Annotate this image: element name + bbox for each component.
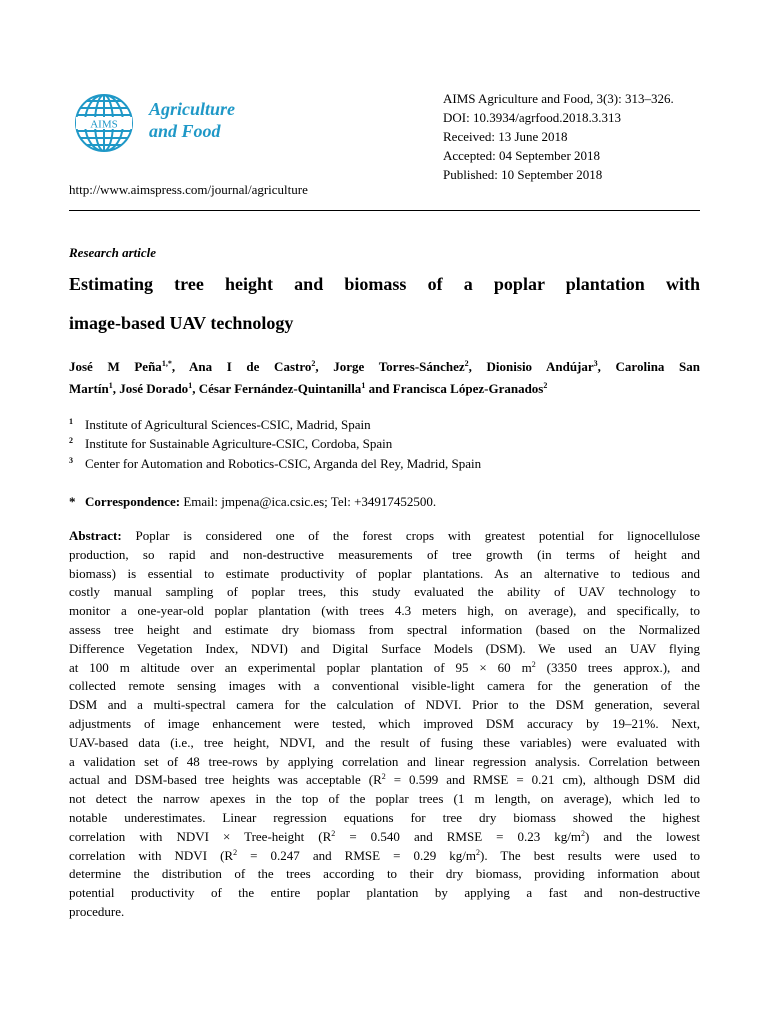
affiliation-marker: 1,* [161,359,172,368]
abstract-line: collected remote sensing images with a conventional visible-light camera for the generation of the [69,678,700,694]
affiliation-marker: 1 [108,381,113,390]
abstract-line: Difference Vegetation Index, NDVI) and Digital Surface Models (DSM). We used an UAV flying [69,640,700,656]
published-date: Published: 10 September 2018 [443,167,603,182]
author-list: José M Peña$^{1,*}$, Ana I de Castro$^2$, Jorge Torres-Sánchez$^2$, Dionisio Andújar$^3$, Carolina San [69,359,701,374]
abstract-line: UAV-based data (i.e., tree height, NDVI, and the result of fusing these variables) were evaluated with [69,734,700,750]
affiliation: 2 Institute for Sustainable Agriculture-CSIC, Cordoba, Spain [69,436,393,451]
correspondence-contact[interactable]: Email: jmpena@ica.csic.es; Tel: +34917452500. [183,494,437,509]
header-divider [69,210,700,211]
abstract-line: procedure. [69,903,125,919]
author-list-line2: Martín$^1$, José Dorado$^1$, César Fernández-Quintanilla$^1$ and Francisca López-Granados$^2$ [69,381,548,396]
abstract-line: biomass) is essential to estimate productivity of poplar plantations. As an alternative to tedious and [69,565,700,581]
accepted-date: Accepted: 04 September 2018 [443,148,601,163]
journal-name: Agriculture [149,99,236,119]
author-name: César Fernández-Quintanilla [198,381,362,396]
abstract-line: assess tree height and estimate dry biomass from spectral information (based on the Normalized [69,621,700,637]
author-name: José Dorado [119,381,189,396]
author-name: Carolina San [615,359,701,374]
journal-citation: AIMS Agriculture and Food, 3(3): 313–326. [443,91,674,106]
article-type: Research article [69,245,157,260]
abstract-label: Abstract: [69,528,122,543]
author-name: Martín [69,381,109,396]
affiliation-marker: 1 [188,381,193,390]
received-date: Received: 13 June 2018 [443,129,568,144]
abstract [69,527,700,922]
journal-url-link[interactable]: http://www.aimspress.com/journal/agriculture [69,182,308,197]
aims-logo-icon [74,93,134,153]
doi[interactable]: DOI: 10.3934/agrfood.2018.3.313 [443,110,622,125]
article-title: Estimating tree height and biomass of a poplar plantation with [69,274,700,294]
abstract-line: actual and DSM-based tree heights was acceptable ($R^2 = 0.599$ and RMSE = 0.21 cm), although DSM did [69,772,700,788]
affiliation-marker: 3 [593,359,598,368]
abstract-line: a validation set of 48 tree-rows by applying correlation and linear regression analysis. Correlation between [69,753,700,769]
affiliation: 3 Center for Automation and Robotics-CSIC, Arganda del Rey, Madrid, Spain [69,456,482,471]
affiliation-marker: 2 [543,381,548,390]
article-title-line2: image-based UAV technology [69,313,294,333]
abstract-line: correlation with NDVI × Tree-height ($R^2 = 0.540$ and RMSE = 0.23 $kg/m^2$) and the lowest [69,828,701,844]
correspondence-marker: * [69,494,76,509]
abstract-line: adjustments of image enhancement were tested, which improved DSM accuracy by 19–21%. Next, [69,715,700,731]
correspondence-label: Correspondence: [85,494,181,509]
affiliation: 1 Institute of Agricultural Sciences-CSIC, Madrid, Spain [69,417,371,432]
abstract-line: production, so rapid and non-destructive measurements of tree growth (in terms of height and [69,546,700,562]
affiliation-marker: 2 [464,359,469,368]
abstract-line: costly manual sampling of poplar trees, this study evaluated the ability of UAV technology to [69,584,700,600]
abstract-line: at 100 m altitude over an experimental poplar plantation of 95 × 60 $m^2$ (3350 trees approx.), and [69,659,700,675]
affiliation-marker: 1 [361,381,366,390]
abstract-line: monitor a one-year-old poplar plantation (with trees 4.3 meters high, on average), and specifically, to [69,603,700,619]
svg-text:AIMS: AIMS [90,118,118,131]
author-name: Dionisio Andújar [486,359,594,374]
author-name: Jorge Torres-Sánchez [333,359,465,374]
abstract-line: not detect the narrow apexes in the top of the poplar trees (1 m length, on average), which led to [69,791,700,807]
abstract-line: determine the distribution of the trees according to their dry biomass, providing information about [69,866,700,882]
abstract-line: potential productivity of the entire poplar plantation by applying a fast and non-destructive [69,885,700,901]
abstract-line: notable underestimates. Linear regression equations for tree dry biomass showed the highest [69,809,700,825]
author-name: José M Peña [69,359,162,374]
abstract-line: correlation with NDVI ($R^2 = 0.247$ and RMSE = 0.29 $kg/m^2$). The best results were used to [69,847,700,863]
journal-name-line2: and Food [149,121,221,141]
abstract-line: Abstract: Poplar is considered one of the forest crops with greatest potential for lignocellulose [69,528,700,543]
author-name: Ana I de Castro [188,359,312,374]
author-name: Francisca López-Granados [392,381,544,396]
affiliation-marker: 2 [311,359,316,368]
correspondence [69,492,436,511]
abstract-line: DSM and a multi-spectral camera for the calculation of NDVI. Prior to the DSM generation, several [69,697,700,713]
